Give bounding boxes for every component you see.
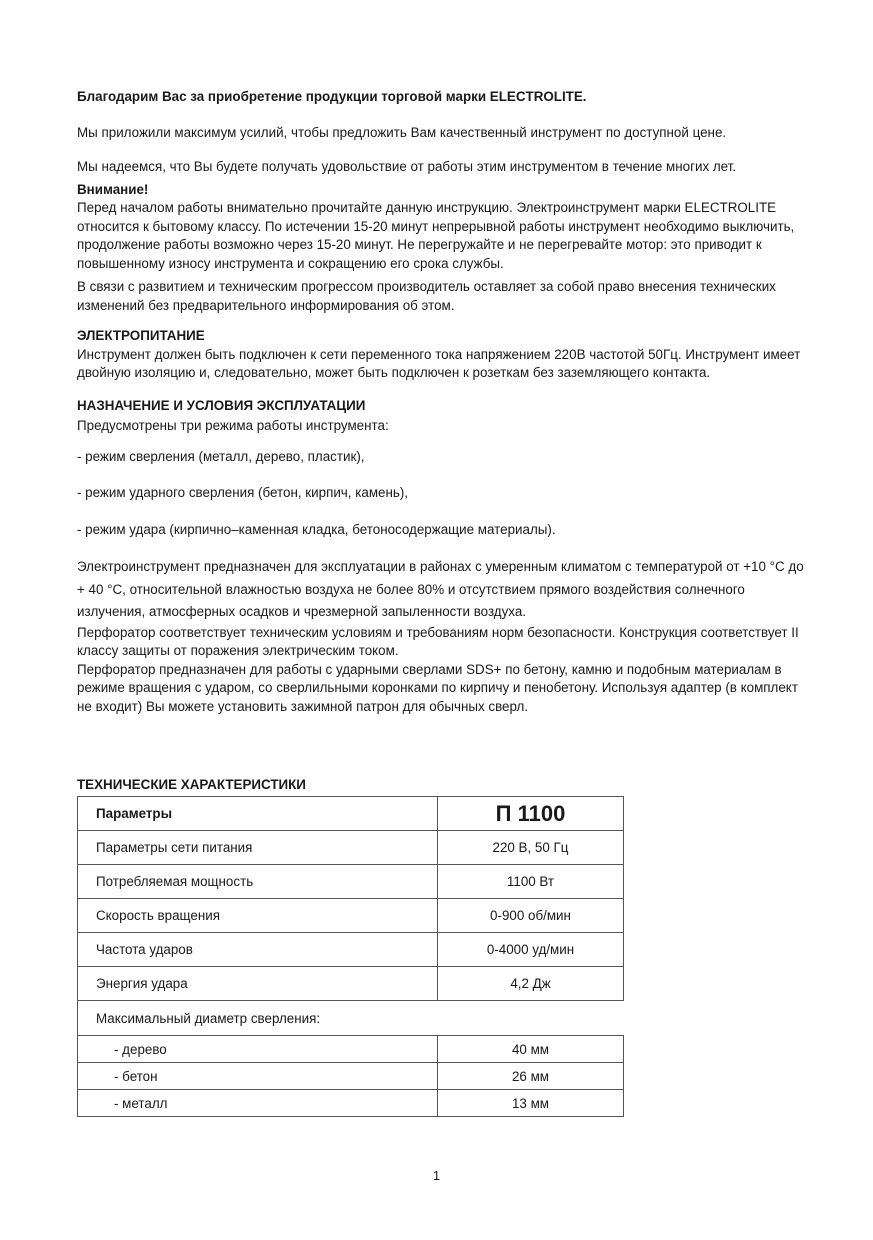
table-row xyxy=(78,967,624,1001)
param-label: Параметры сети питания xyxy=(78,831,438,865)
param-label: Частота ударов xyxy=(78,933,438,967)
document-body xyxy=(77,88,807,716)
param-label: Потребляемая мощность xyxy=(78,865,438,899)
material-value: 13 мм xyxy=(438,1090,624,1117)
attention-title: Внимание! xyxy=(77,181,149,197)
climate-conditions: Электроинструмент предназначен для эксплуатации в районах с умеренным климатом с температурой от +10 °С до + 40 °С, относительной влажностью воздуха не более 80% и отсутствием прямого воздействия солнечного излучения, атмосферных осадков и чрезмерной запыленности воздуха. xyxy=(77,559,804,619)
specs-header-row xyxy=(78,797,624,831)
table-row xyxy=(78,1063,624,1090)
safety-compliance: Перфоратор соответствует техническим условиям и требованиям норм безопасности. Конструкция соответствует II классу защиты от поражения электрическим током. xyxy=(77,624,799,658)
purpose-intro: Предусмотрены три режима работы инструмента: xyxy=(77,418,389,433)
param-value: 0-4000 уд/мин xyxy=(438,933,624,967)
max-diameter-row xyxy=(78,1001,624,1036)
intro-paragraph-2: Мы надеемся, что Вы будете получать удовольствие от работы этим инструментом в течение многих лет. xyxy=(77,159,737,174)
header-parameters: Параметры xyxy=(78,797,438,831)
param-label: Скорость вращения xyxy=(78,899,438,933)
param-label: Энергия удара xyxy=(78,967,438,1001)
param-value: 0-900 об/мин xyxy=(438,899,624,933)
intro-title: Благодарим Вас за приобретение продукции торговой марки ELECTROLITE. xyxy=(77,89,587,104)
param-value: 1100 Вт xyxy=(438,865,624,899)
table-row xyxy=(78,831,624,865)
progress-notice: В связи с развитием и техническим прогрессом производитель оставляет за собой право внесения технических изменений без предварительного информирования об этом. xyxy=(77,279,776,313)
power-section-body: Инструмент должен быть подключен к сети переменного тока напряжением 220В частотой 50Гц. Инструмент имеет двойную изоляцию и, следовательно, может быть подключен к розеткам без заземляющего контакта. xyxy=(77,346,801,380)
material-value: 26 мм xyxy=(438,1063,624,1090)
table-row xyxy=(78,899,624,933)
page-number: 1 xyxy=(432,1168,441,1183)
table-row xyxy=(78,865,624,899)
intro-paragraph-1: Мы приложили максимум усилий, чтобы предложить Вам качественный инструмент по доступной цене. xyxy=(77,124,727,140)
attention-body: Перед началом работы внимательно прочитайте данную инструкцию. Электроинструмент марки ELECTROLITE относится к бытовому классу. По истечении 15-20 минут непрерывной работы инструмент необходимо выключить, продолжение работы возможно через 15-20 минут. Не перегружайте и не перегревайте мотор: это приводит к повышенному износу инструмента и сокращению его срока службы. xyxy=(77,200,795,271)
param-value: 220 В, 50 Гц xyxy=(438,831,624,865)
material-value: 40 мм xyxy=(438,1036,624,1063)
material-label: - металл xyxy=(78,1090,438,1117)
purpose-section-title: НАЗНАЧЕНИЕ И УСЛОВИЯ ЭКСПЛУАТАЦИИ xyxy=(77,397,366,413)
material-label: - дерево xyxy=(78,1036,438,1063)
specs-table xyxy=(77,796,624,1117)
header-model: П 1100 xyxy=(438,797,624,831)
usage-description: Перфоратор предназначен для работы с ударными сверлами SDS+ по бетону, камню и подобным материалам в режиме вращения с ударом, со сверлильными коронками по кирпичу и пенобетону. Используя адаптер (в комплект не входит) Вы можете установить зажимной патрон для обычных сверл. xyxy=(77,661,798,714)
table-row xyxy=(78,933,624,967)
material-label: - бетон xyxy=(78,1063,438,1090)
power-section-title: ЭЛЕКТРОПИТАНИЕ xyxy=(77,328,205,343)
param-value: 4,2 Дж xyxy=(438,967,624,1001)
specs-title: ТЕХНИЧЕСКИЕ ХАРАКТЕРИСТИКИ xyxy=(77,777,306,792)
max-diameter-label: Максимальный диаметр сверления: xyxy=(78,1001,624,1036)
mode-item: - режим удара (кирпично–каменная кладка, бетоносодержащие материалы). xyxy=(77,521,556,537)
mode-item: - режим сверления (металл, дерево, пластик), xyxy=(77,448,365,464)
table-row xyxy=(78,1036,624,1063)
table-row xyxy=(78,1090,624,1117)
mode-item: - режим ударного сверления (бетон, кирпич, камень), xyxy=(77,485,409,500)
